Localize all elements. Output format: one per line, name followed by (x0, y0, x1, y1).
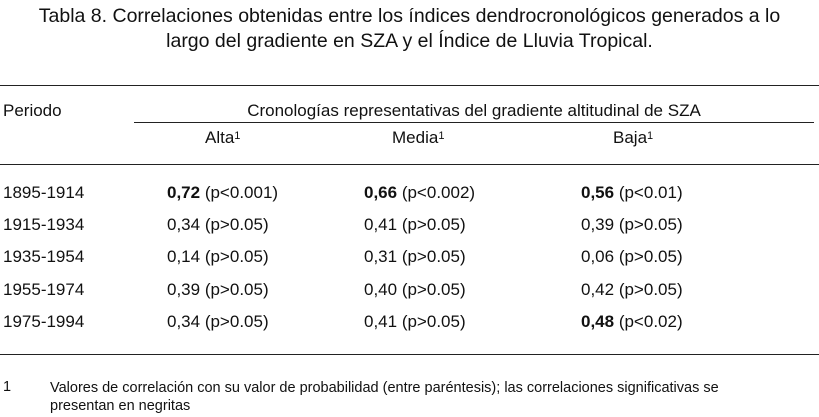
footnote-ref: 1 (647, 130, 654, 142)
probability-value: (p>0.05) (614, 215, 683, 234)
table-caption (0, 4, 819, 54)
column-label: Baja (613, 128, 648, 147)
correlation-cell (581, 247, 683, 267)
probability-value: (p>0.05) (200, 312, 269, 331)
correlation-value: 0,42 (581, 280, 615, 299)
probability-value: (p>0.05) (614, 247, 683, 266)
correlation-cell (364, 215, 466, 235)
correlation-value: 0,06 (581, 247, 615, 266)
correlation-value: 0,31 (364, 247, 398, 266)
correlation-value: 0,66 (364, 183, 398, 202)
column-header-media (392, 128, 444, 148)
period-cell: 1895-1914 (3, 183, 85, 202)
period-header: Periodo (3, 101, 62, 120)
probability-value: (p<0.002) (397, 183, 476, 202)
correlation-value: 0,48 (581, 312, 615, 331)
period-cell: 1975-1994 (3, 312, 85, 331)
period-cell: 1955-1974 (3, 280, 85, 299)
correlation-cell (364, 183, 475, 203)
correlation-value: 0,39 (581, 215, 615, 234)
correlation-cell (581, 183, 683, 203)
correlation-cell (581, 215, 683, 235)
correlation-value: 0,56 (581, 183, 615, 202)
correlation-cell (364, 280, 466, 300)
column-label: Media (392, 128, 439, 147)
correlation-cell (167, 280, 269, 300)
footnote-marker: 1 (3, 379, 12, 395)
correlation-value: 0,72 (167, 183, 201, 202)
correlation-cell (581, 312, 683, 332)
footnote-line-1: Valores de correlación con su valor de probabilidad (entre paréntesis); las correlaciones significativas se (50, 380, 719, 396)
probability-value: (p<0.001) (200, 183, 279, 202)
correlation-cell (364, 312, 466, 332)
correlation-value: 0,14 (167, 247, 201, 266)
period-cell: 1915-1934 (3, 215, 85, 234)
correlation-value: 0,41 (364, 312, 398, 331)
probability-value: (p>0.05) (200, 247, 269, 266)
probability-value: (p>0.05) (200, 280, 269, 299)
correlation-value: 0,40 (364, 280, 398, 299)
probability-value: (p>0.05) (397, 215, 466, 234)
column-header-alta (205, 128, 240, 148)
table-bottom-rule (0, 354, 819, 355)
probability-value: (p>0.05) (397, 312, 466, 331)
probability-value: (p>0.05) (397, 247, 466, 266)
footnote-ref: 1 (438, 130, 445, 142)
group-header: Cronologías representativas del gradiente altitudinal de SZA (247, 101, 701, 120)
group-header-rule (134, 122, 814, 123)
correlation-cell (167, 312, 269, 332)
column-label: Alta (205, 128, 235, 147)
caption-line-1: Tabla 8. Correlaciones obtenidas entre los índices dendrocronológicos generados a lo (38, 5, 781, 27)
period-cell: 1935-1954 (3, 247, 85, 266)
caption-line-2: largo del gradiente en SZA y el Índice de Lluvia Tropical. (166, 30, 653, 52)
probability-value: (p>0.05) (614, 280, 683, 299)
column-header-baja (613, 128, 653, 148)
table-top-rule (0, 85, 819, 86)
probability-value: (p<0.02) (614, 312, 683, 331)
correlation-cell (167, 183, 278, 203)
header-bottom-rule (0, 164, 819, 165)
correlation-cell (364, 247, 466, 267)
correlation-cell (167, 247, 269, 267)
footnote-ref: 1 (234, 130, 241, 142)
footnote-line-2: presentan en negritas (50, 398, 191, 414)
footnote-text (50, 379, 819, 415)
correlation-cell (581, 280, 683, 300)
correlation-cell (167, 215, 269, 235)
correlation-value: 0,41 (364, 215, 398, 234)
probability-value: (p>0.05) (200, 215, 269, 234)
probability-value: (p<0.01) (614, 183, 683, 202)
correlation-value: 0,39 (167, 280, 201, 299)
correlation-value: 0,34 (167, 312, 201, 331)
probability-value: (p>0.05) (397, 280, 466, 299)
correlation-value: 0,34 (167, 215, 201, 234)
